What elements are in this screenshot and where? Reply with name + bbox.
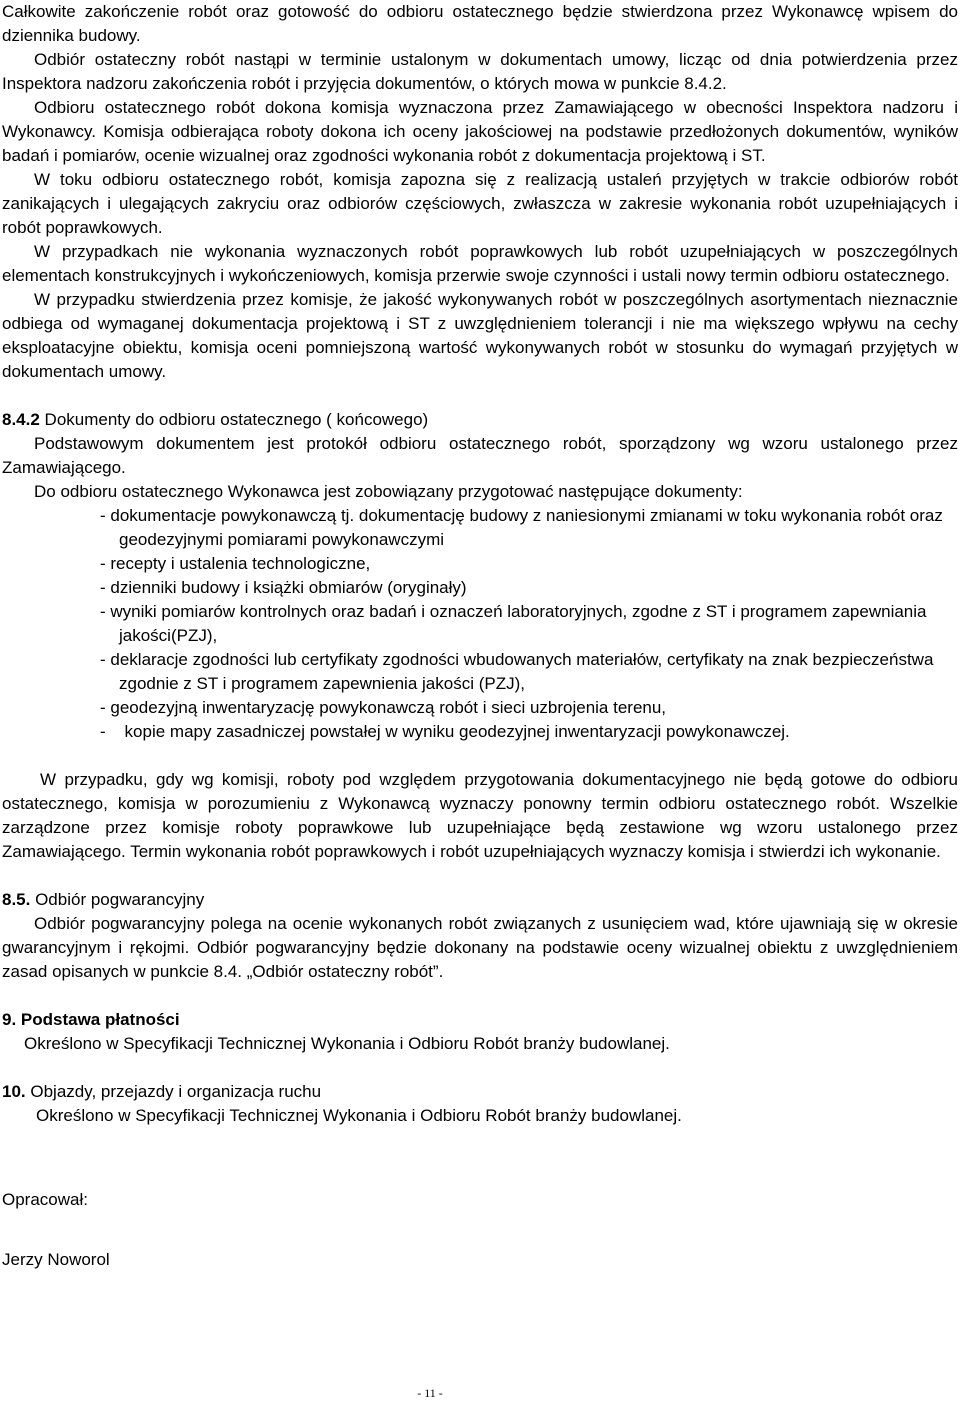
paragraph: W przypadku stwierdzenia przez komisje, że jakość wykonywanych robót w poszczególnych asortymentach nieznacznie odbiega od wymaganej dokumentacja projektową i ST z uwzględnieniem tolerancji i nie ma większego wpływu na cechy eksploatacyjne obiektu, komisja oceni pomniejszoną wartość wykonywanych robót w stosunku do wymagań przyjętych w dokumentach umowy. [2, 290, 958, 381]
list-item: - deklaracje zgodności lub certyfikaty zgodności wbudowanych materiałów, certyfikaty na znak bezpieczeństwa zgodnie z ST i programem zapewnienia jakości (PZJ), [100, 650, 934, 693]
section-heading-9: 9. Podstawa płatności [2, 1010, 180, 1029]
section-heading-10 [2, 1080, 958, 1104]
section-heading-8-4-2 [2, 408, 958, 432]
paragraph: Do odbioru ostatecznego Wykonawca jest zobowiązany przygotować następujące dokumenty: [34, 482, 743, 501]
paragraph: Odbiór ostateczny robót nastąpi w terminie ustalonym w dokumentach umowy, licząc od dnia potwierdzenia przez Inspektora nadzoru zakończenia robót i przyjęcia dokumentów, o których mowa w punkcie 8.4.2. [2, 50, 958, 93]
paragraph: Odbioru ostatecznego robót dokona komisja wyznaczona przez Zamawiającego w obecności Inspektora nadzoru i Wykonawcy. Komisja odbierająca roboty dokona ich oceny jakościowej na podstawie przedłożonych dokumentów, wyników badań i pomiarów, ocenie wizualnej oraz zgodności wykonania robót z dokumentacja projektową i ST. [2, 98, 958, 165]
section-heading-8-5 [2, 888, 958, 912]
section-number: 8.4.2 [2, 410, 40, 429]
list-item: - geodezyjną inwentaryzację powykonawczą robót i sieci uzbrojenia terenu, [100, 698, 667, 717]
prepared-by-label: Opracował: [2, 1190, 88, 1209]
paragraph: Określono w Specyfikacji Technicznej Wykonania i Odbioru Robót branży budowlanej. [36, 1106, 682, 1125]
list-item: - dzienniki budowy i książki obmiarów (oryginały) [100, 578, 467, 597]
list-item: - recepty i ustalenia technologiczne, [100, 554, 371, 573]
paragraph: W przypadku, gdy wg komisji, roboty pod względem przygotowania dokumentacyjnego nie będą gotowe do odbioru ostatecznego, komisja w porozumieniu z Wykonawcą wyznaczy ponowny termin odbioru ostatecznego robót. Wszelkie zarządzone przez komisje roboty poprawkowe lub uzupełniające będą zestawione wg wzoru ustalonego przez Zamawiającego. Termin wykonania robót poprawkowych i robót uzupełniających wyznaczy komisja i stwierdzi ich wykonanie. [2, 770, 958, 861]
list-item: - dokumentacje powykonawczą tj. dokumentację budowy z naniesionymi zmianami w toku wykonania robót oraz geodezyjnymi pomiarami powykonawczymi [100, 506, 943, 549]
author-name: Jerzy Noworol [2, 1250, 110, 1269]
list-item: - kopie mapy zasadniczej powstałej w wyniku geodezyjnej inwentaryzacji powykonawczej. [100, 722, 790, 741]
section-title: Dokumenty do odbioru ostatecznego ( końcowego) [39, 410, 429, 429]
section-number: 10. [2, 1082, 26, 1101]
document-page [2, 0, 958, 1272]
paragraph: Podstawowym dokumentem jest protokół odbioru ostatecznego robót, sporządzony wg wzoru ustalonego przez Zamawiającego. [2, 434, 958, 477]
section-title: Objazdy, przejazdy i organizacja ruchu [25, 1082, 322, 1101]
paragraph: Odbiór pogwarancyjny polega na ocenie wykonanych robót związanych z usunięciem wad, które ujawniają się w okresie gwarancyjnym i rękojmi. Odbiór pogwarancyjny będzie dokonany na podstawie oceny wizualnej obiektu z uwzględnieniem zasad opisanych w punkcie 8.4. „Odbiór ostateczny robót”. [2, 914, 958, 981]
page-number: - 11 - [417, 1386, 443, 1400]
paragraph: W toku odbioru ostatecznego robót, komisja zapozna się z realizacją ustaleń przyjętych w trakcie odbiorów robót zanikających i ulegających zakryciu oraz odbiorów częściowych, zwłaszcza w zakresie wykonania robót uzupełniających i robót poprawkowych. [2, 170, 958, 237]
list-item: - wyniki pomiarów kontrolnych oraz badań i oznaczeń laboratoryjnych, zgodne z ST i programem zapewniania jakości(PZJ), [100, 602, 927, 645]
section-title: Odbiór pogwarancyjny [30, 890, 205, 909]
paragraph: W przypadkach nie wykonania wyznaczonych robót poprawkowych lub robót uzupełniających w poszczególnych elementach konstrukcyjnych i wykończeniowych, komisja przerwie swoje czynności i ustali nowy termin odbioru ostatecznego. [2, 242, 958, 285]
section-number: 8.5. [2, 890, 31, 909]
paragraph: Określono w Specyfikacji Technicznej Wykonania i Odbioru Robót branży budowlanej. [24, 1034, 670, 1053]
paragraph: Całkowite zakończenie robót oraz gotowość do odbioru ostatecznego będzie stwierdzona przez Wykonawcę wpisem do dziennika budowy. [2, 2, 958, 45]
document-list [2, 504, 958, 744]
